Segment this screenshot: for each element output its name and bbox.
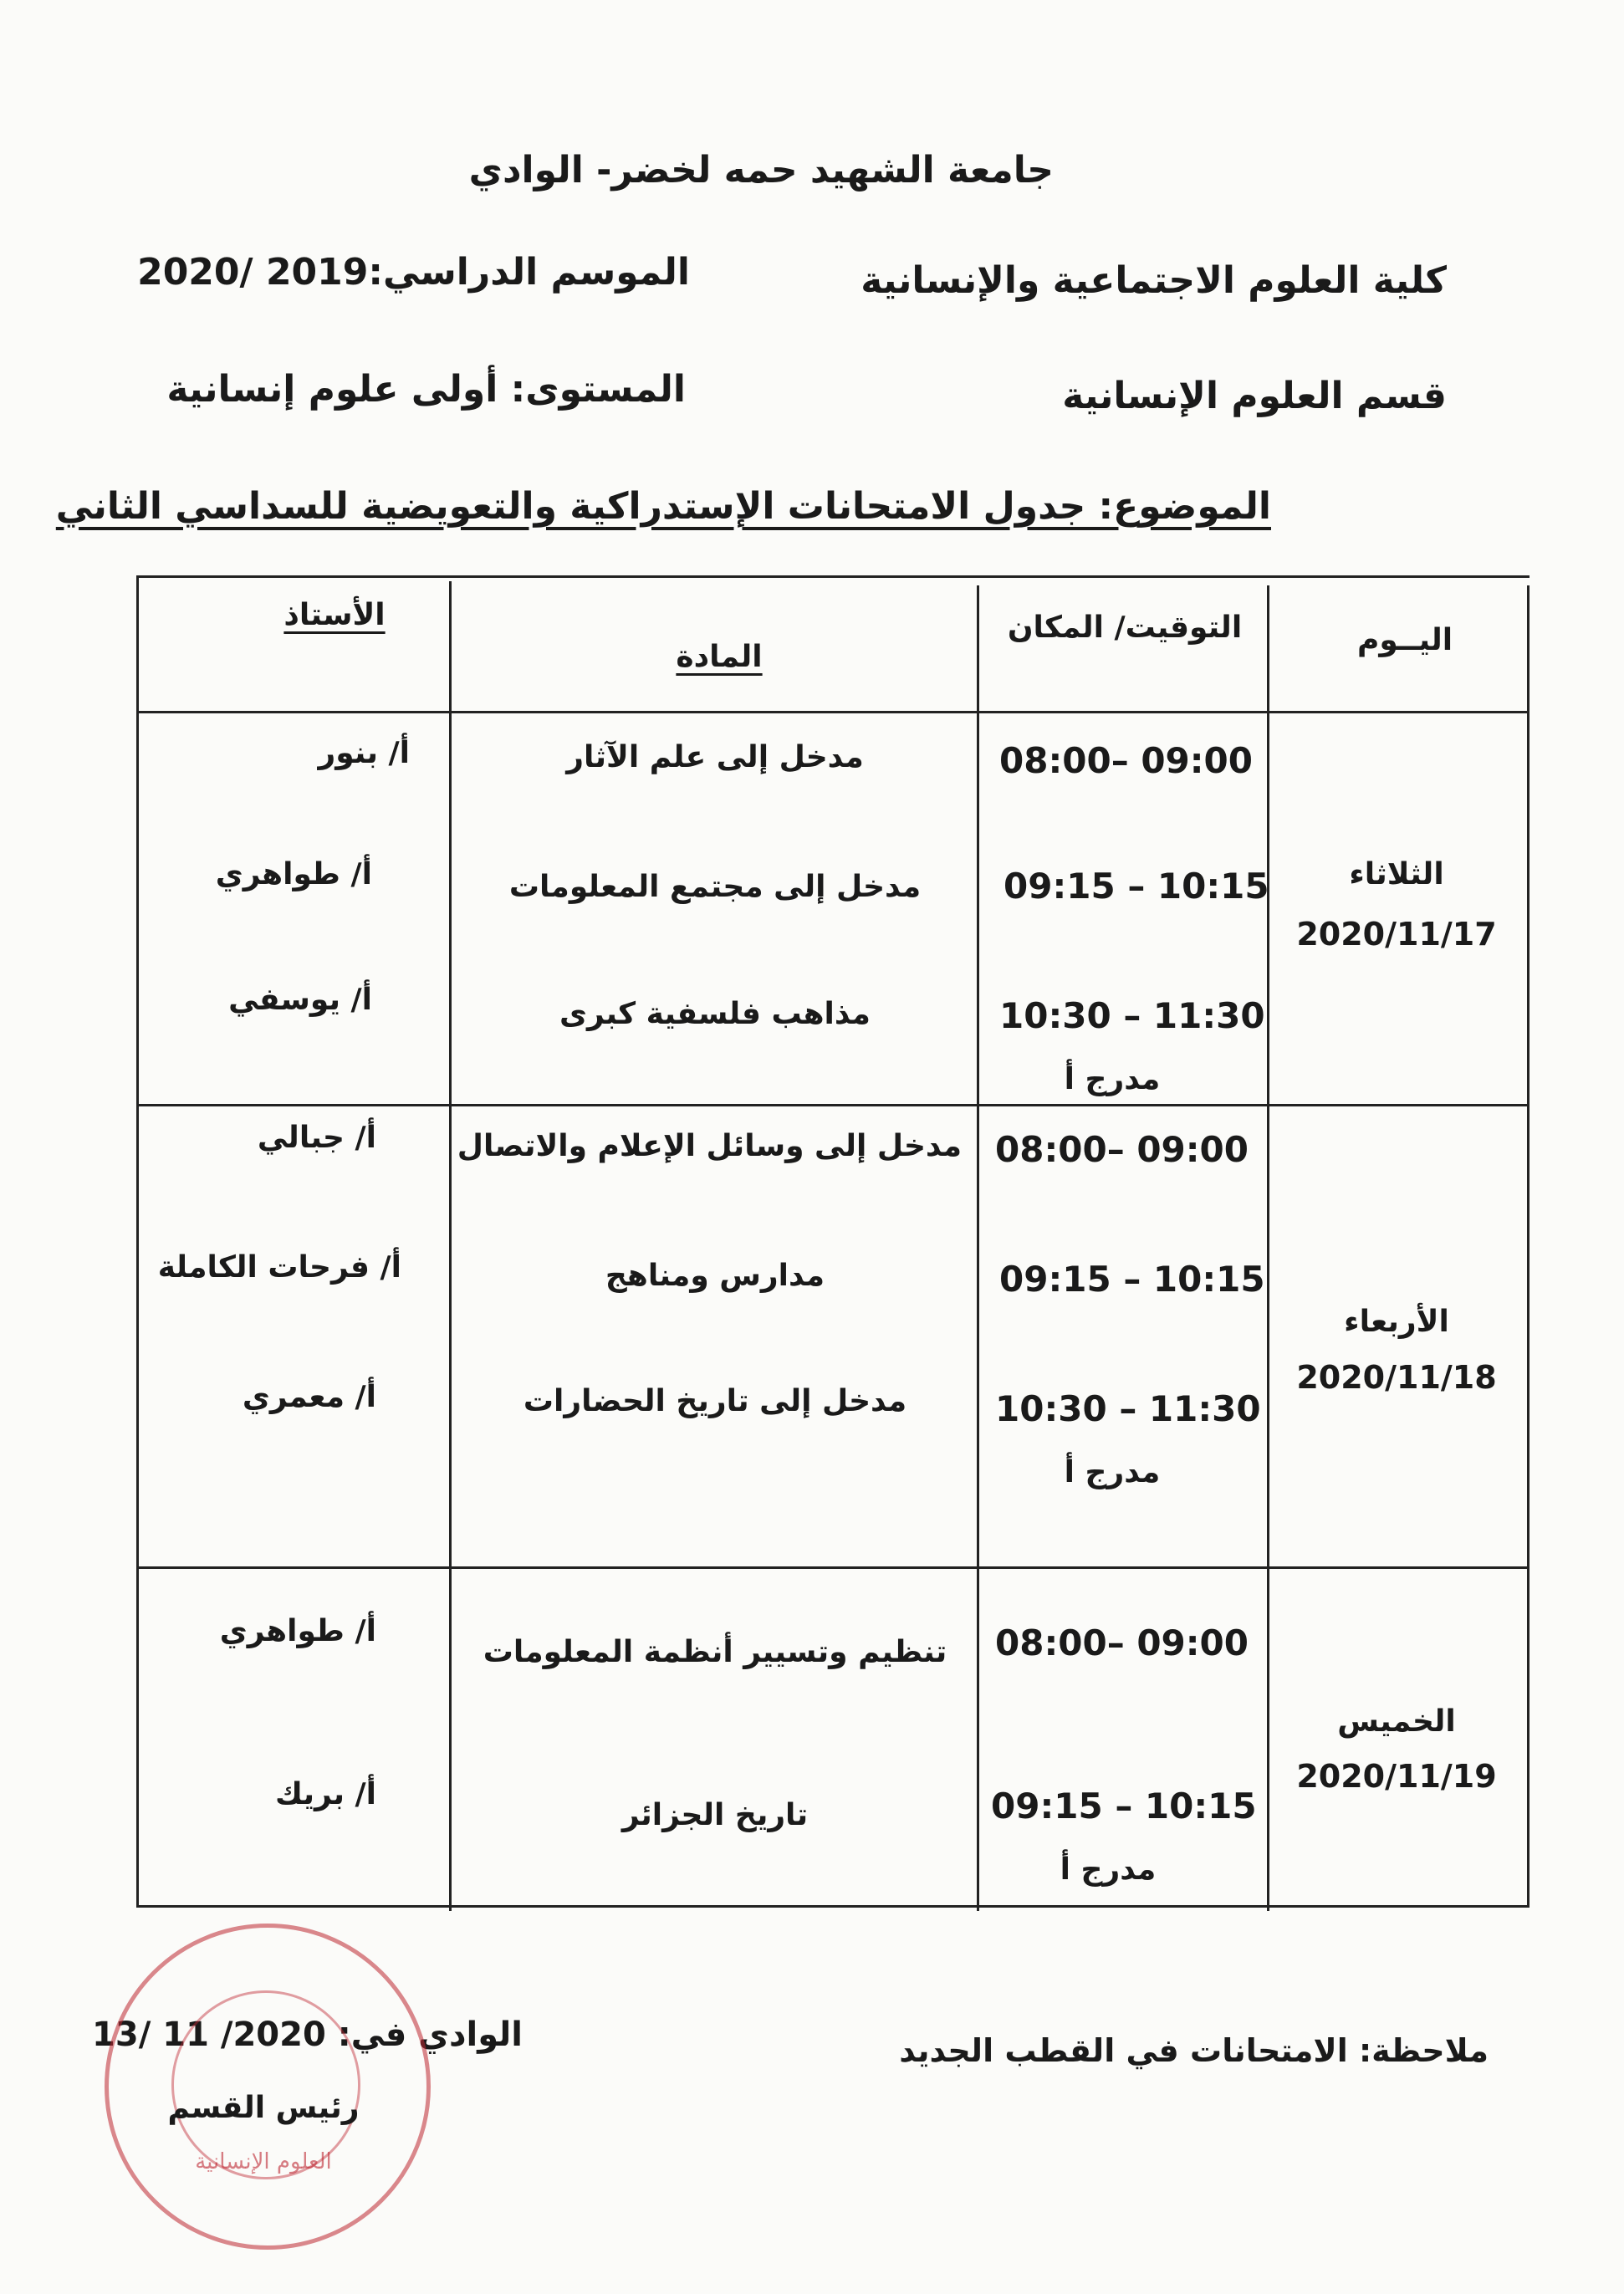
exam-teacher: أ/ بريك	[275, 1777, 376, 1811]
exam-time: 09:15 – 10:15	[999, 1259, 1265, 1300]
exam-subject: تاريخ الجزائر	[621, 1798, 809, 1832]
exam-teacher: أ/ يوسفي	[228, 983, 372, 1017]
exam-time: 10:30 – 11:30	[995, 1388, 1261, 1429]
exam-location-note: ملاحظة: الامتحانات في القطب الجديد	[899, 2032, 1489, 2069]
exam-time: 09:15 – 10:15	[991, 1786, 1257, 1827]
place-and-date: الوادي في: 2020/ 11 /13	[92, 2016, 523, 2054]
column-header-teacher: الأستاذ	[283, 598, 386, 632]
academic-season: الموسم الدراسي:2019 /2020	[137, 251, 690, 294]
exam-teacher: أ/ طواهري	[219, 1614, 376, 1648]
exam-time: 09:15 – 10:15	[1004, 866, 1269, 907]
exam-subject: مدخل إلى وسائل الإعلام والاتصال	[457, 1129, 962, 1163]
day-label: الثلاثاء	[1349, 857, 1444, 892]
exam-subject: مدخل إلى تاريخ الحضارات	[523, 1384, 907, 1418]
exam-place: مدرج أ	[1060, 1852, 1157, 1887]
exam-place: مدرج أ	[1064, 1455, 1161, 1489]
exam-teacher: أ/ بنور	[318, 736, 410, 770]
column-header-subject: المادة	[676, 640, 763, 674]
university-name: جامعة الشهيد حمه لخضر- الوادي	[468, 149, 1054, 192]
day-label: الخميس	[1337, 1704, 1456, 1739]
exam-subject: مدخل إلى علم الآثار	[566, 740, 864, 774]
department-name: قسم العلوم الإنسانية	[1062, 375, 1447, 417]
exam-subject: مذاهب فلسفية كبرى	[559, 997, 871, 1031]
department-stamp	[105, 1924, 431, 2250]
exam-time: 10:30 – 11:30	[999, 995, 1265, 1036]
stamp-text: العلوم الإنسانية	[195, 2149, 332, 2174]
signature-title: رئيس القسم	[167, 2091, 360, 2125]
exam-time: 08:00– 09:00	[999, 740, 1254, 781]
day-label: الأربعاء	[1344, 1305, 1449, 1339]
exam-time: 08:00– 09:00	[995, 1129, 1249, 1170]
document-subject: الموضوع: جدول الامتحانات الإستدراكية والتعويضية للسداسي الثاني	[55, 485, 1271, 528]
exam-place: مدرج أ	[1064, 1062, 1161, 1096]
exam-subject: مدارس ومناهج	[605, 1259, 825, 1293]
exam-subject: مدخل إلى مجتمع المعلومات	[508, 870, 922, 904]
exam-time: 08:00– 09:00	[995, 1622, 1249, 1663]
level: المستوى: أولى علوم إنسانية	[166, 368, 686, 411]
exam-teacher: أ/ طواهري	[215, 857, 372, 892]
day-date: 2020/11/19	[1296, 1758, 1497, 1795]
exam-teacher: أ/ معمري	[242, 1380, 376, 1414]
exam-teacher: أ/ جبالي	[257, 1121, 376, 1155]
faculty-name: كلية العلوم الاجتماعية والإنسانية	[861, 259, 1447, 302]
exam-teacher: أ/ فرحات الكاملة	[157, 1250, 401, 1285]
exam-subject: تنظيم وتسيير أنظمة المعلومات	[483, 1635, 947, 1669]
column-header-time-place: التوقيت/ المكان	[1007, 611, 1243, 645]
day-date: 2020/11/17	[1296, 916, 1497, 953]
column-header-day: اليــوم	[1356, 623, 1453, 657]
day-date: 2020/11/18	[1296, 1359, 1497, 1396]
